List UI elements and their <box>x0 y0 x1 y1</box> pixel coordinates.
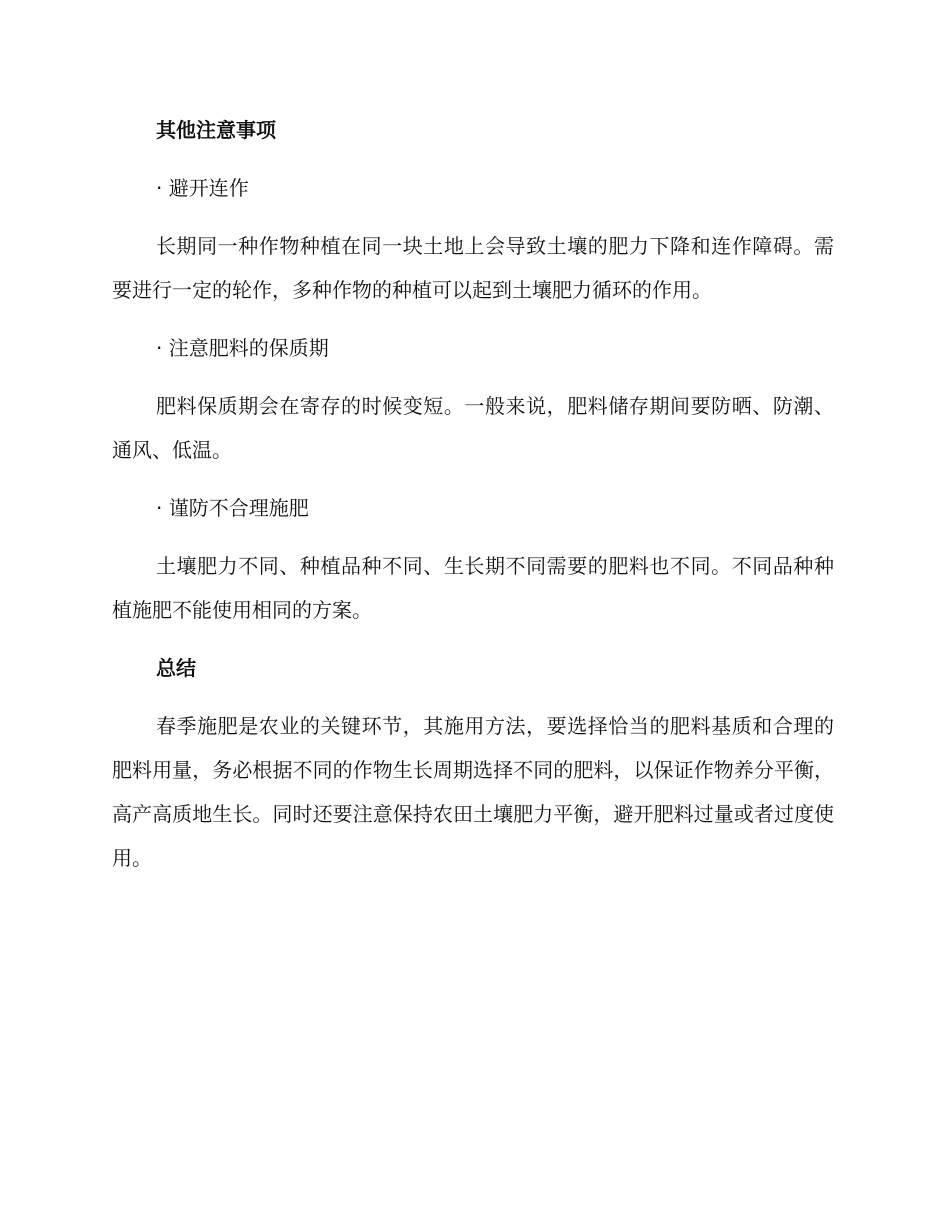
bullet-fertilizer-shelf-life: · 注意肥料的保质期 <box>156 336 329 360</box>
bullet-avoid-continuous-cropping: · 避开连作 <box>156 176 249 200</box>
paragraph-fertilizer-shelf-life: 肥料保质期会在寄存的时候变短。一般来说，肥料储存期间要防晒、防潮、通风、低温。 <box>112 394 834 462</box>
paragraph-avoid-continuous-cropping: 长期同一种作物种植在同一块土地上会导致土壤的肥力下降和连作障碍。需要进行一定的轮作，多种作物的种植可以起到土壤肥力循环的作用。 <box>112 234 834 302</box>
document-page <box>112 108 834 894</box>
paragraph-summary: 春季施肥是农业的关键环节，其施用方法，要选择恰当的肥料基质和合理的肥料用量，务必根据不同的作物生长周期选择不同的肥料，以保证作物养分平衡，高产高质地生长。同时还要注意保持农田土壤肥力平衡，避开肥料过量或者过度使用。 <box>112 714 834 870</box>
bullet-avoid-improper-fertilization: · 谨防不合理施肥 <box>156 496 309 520</box>
section-heading-notes: 其他注意事项 <box>156 118 276 142</box>
paragraph-avoid-improper-fertilization: 土壤肥力不同、种植品种不同、生长期不同需要的肥料也不同。不同品种种植施肥不能使用相同的方案。 <box>112 554 834 622</box>
section-heading-summary: 总结 <box>156 656 196 680</box>
